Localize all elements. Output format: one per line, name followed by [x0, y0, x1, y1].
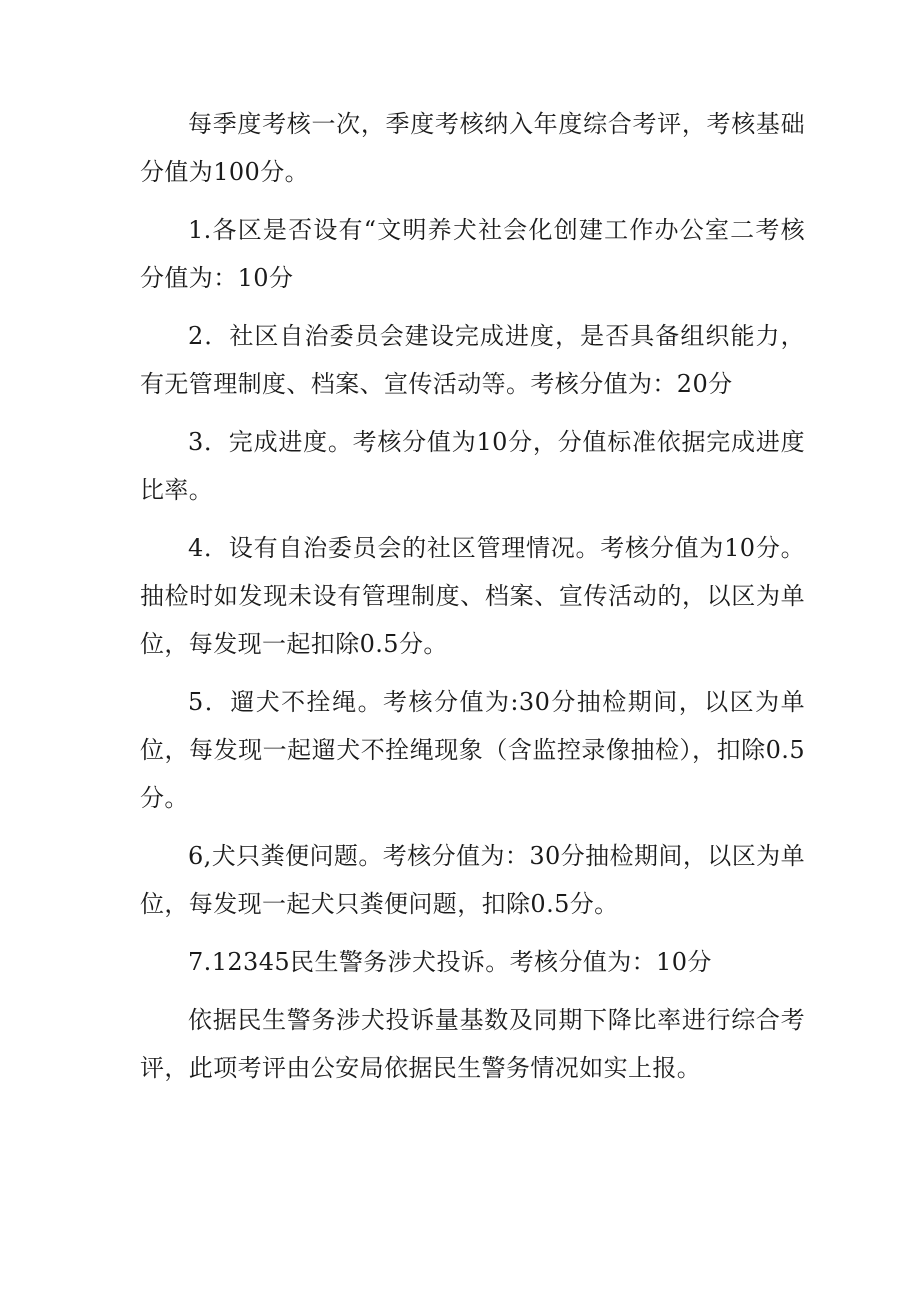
paragraph-item-1: 1.各区是否设有“文明养犬社会化创建工作办公室二考核分值为：10分	[140, 216, 805, 292]
document-body	[140, 100, 805, 1102]
paragraph-item-7-detail: 依据民生警务涉犬投诉量基数及同期下降比率进行综合考评，此项考评由公安局依据民生警务情况如实上报。	[140, 1006, 805, 1082]
paragraph-item-3: 3．完成进度。考核分值为10分，分值标准依据完成进度比率。	[140, 428, 805, 504]
paragraph-item-5: 5．遛犬不拴绳。考核分值为:30分抽检期间，以区为单位，每发现一起遛犬不拴绳现象（含监控录像抽检），扣除0.5分。	[140, 688, 805, 812]
paragraph-item-7: 7.12345民生警务涉犬投诉。考核分值为：10分	[188, 948, 712, 976]
paragraph-item-4: 4．设有自治委员会的社区管理情况。考核分值为10分。抽检时如发现未设有管理制度、档案、宣传活动的，以区为单位，每发现一起扣除0.5分。	[140, 534, 805, 658]
paragraph-intro: 每季度考核一次，季度考核纳入年度综合考评，考核基础分值为100分。	[140, 110, 805, 186]
paragraph-item-6: 6,犬只粪便问题。考核分值为：30分抽检期间，以区为单位，每发现一起犬只粪便问题，扣除0.5分。	[140, 842, 805, 918]
paragraph-item-2: 2．社区自治委员会建设完成进度，是否具备组织能力，有无管理制度、档案、宣传活动等。考核分值为：20分	[140, 322, 805, 398]
